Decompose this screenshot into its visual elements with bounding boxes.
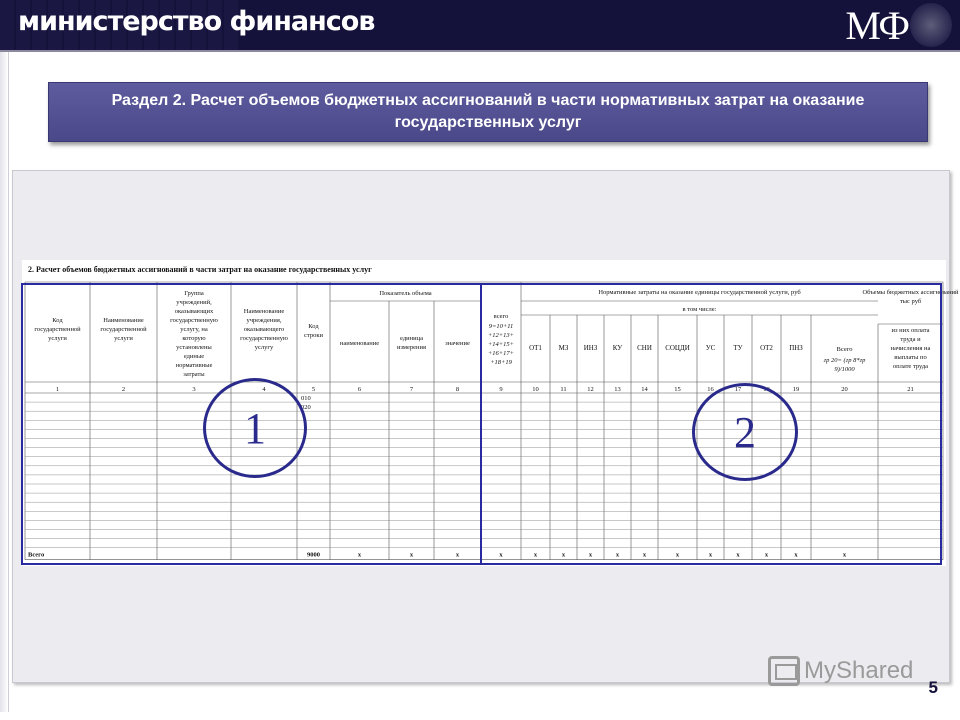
total-mark: x xyxy=(736,551,740,559)
header-budget-group: Объемы бюджетных ассигнований xyxy=(862,289,959,296)
header-col-group: услугу, на xyxy=(180,326,208,333)
header-col-group: государственную xyxy=(170,317,218,324)
header-vol-name: наименование xyxy=(339,340,380,347)
header-of-them: выплаты по xyxy=(894,354,927,361)
column-number: 11 xyxy=(560,386,567,393)
column-number: 16 xyxy=(707,386,714,393)
column-number: 9 xyxy=(499,386,503,393)
total-mark: x xyxy=(561,551,566,559)
header-of-them: оплате труда xyxy=(892,363,929,370)
page-number: 5 xyxy=(928,678,938,697)
column-number: 15 xyxy=(674,386,681,393)
header-col-group: установлены xyxy=(176,344,212,351)
header-vol-value: значение xyxy=(445,340,470,347)
header-of-them: начисления на xyxy=(890,345,931,352)
header-col-rowcode: Код xyxy=(308,323,319,330)
header-total9-formula: +12+13+ xyxy=(487,332,515,339)
column-number: 4 xyxy=(262,386,266,393)
header-vol-unit: единица xyxy=(400,335,423,342)
header-total20-formula: 9)/1000 xyxy=(834,366,855,373)
column-number: 12 xyxy=(587,386,594,393)
column-number: 5 xyxy=(311,386,316,393)
total-label: Всего xyxy=(28,551,45,559)
column-number: 8 xyxy=(455,386,460,393)
section-title: Раздел 2. Расчет объемов бюджетных ассигнований в части нормативных затрат на оказание государственных услуг xyxy=(111,92,865,131)
column-number: 17 xyxy=(734,386,742,393)
total-mark: x xyxy=(764,551,769,559)
total-mark: x xyxy=(409,551,414,559)
header-col-institution: услугу xyxy=(254,344,274,351)
column-number: 13 xyxy=(614,386,621,393)
header-col-group: оказывающих xyxy=(174,308,214,315)
row-code: 010 xyxy=(301,395,311,402)
header-budget-group: тыс руб xyxy=(899,298,922,305)
total-mark: x xyxy=(499,551,503,559)
header-total9-formula: +14+15+ xyxy=(487,341,515,348)
column-number: 14 xyxy=(641,386,648,393)
header-col-group: учреждений, xyxy=(176,299,212,306)
ministry-logo: МФ xyxy=(845,3,908,48)
header-col-institution: государственную xyxy=(240,335,288,342)
header-col-code: государственной xyxy=(34,326,81,333)
header-norm-group: Нормативные затраты на оказание единицы государственной услуги, руб xyxy=(598,289,801,296)
header-total9-formula: +18+19 xyxy=(490,359,512,366)
watermark xyxy=(768,656,913,686)
column-number: 3 xyxy=(192,386,196,393)
header-sub-10: ОТ1 xyxy=(529,344,542,352)
header-col-group: Группа xyxy=(184,290,204,297)
total-mark: x xyxy=(615,551,620,559)
header-col-code: услуги xyxy=(48,335,67,342)
total-mark: x xyxy=(794,551,798,559)
column-number: 10 xyxy=(532,386,539,393)
header-sub-17: ТУ xyxy=(733,344,743,352)
total-mark: x xyxy=(708,551,713,559)
header-incl: в том числе: xyxy=(682,306,717,313)
total-mark: x xyxy=(357,551,362,559)
header-col-name: услуги xyxy=(114,335,133,342)
ministry-title: министерство финансов xyxy=(18,6,375,37)
column-number: 2 xyxy=(121,386,126,393)
total-mark: x xyxy=(588,551,593,559)
total-mark: x xyxy=(675,551,680,559)
header-col-group: нормативные xyxy=(175,362,213,369)
header-col-institution: оказывающего xyxy=(243,326,285,333)
column-number: 19 xyxy=(792,386,800,393)
header-col-name: Наименование xyxy=(103,317,144,324)
annotation-circle-2: 2 xyxy=(692,383,798,481)
row-code: 020 xyxy=(301,404,311,412)
header-vol-unit: измерения xyxy=(396,344,427,351)
column-number: 7 xyxy=(409,386,414,393)
column-number: 20 xyxy=(841,386,848,393)
header-total9-formula: 9=10+11 xyxy=(488,323,514,330)
header-col-group: затраты xyxy=(183,371,205,378)
total-mark: x xyxy=(455,551,460,559)
header-col-institution: учреждения, xyxy=(246,317,282,324)
total-mark: x xyxy=(842,551,847,559)
column-number: 1 xyxy=(55,386,60,393)
total-mark: x xyxy=(533,551,538,559)
header-sub-16: УС xyxy=(705,344,716,352)
sheet-title: 2. Расчет объемов бюджетных ассигнований в части затрат на оказание государственных услуг xyxy=(28,265,372,274)
column-number: 18 xyxy=(763,386,770,393)
total-code: 9000 xyxy=(307,551,320,559)
column-number: 6 xyxy=(357,386,362,393)
header-col-rowcode: строки xyxy=(304,332,323,339)
header-total9: всего xyxy=(493,313,509,320)
header-sub-14: СНИ xyxy=(637,344,652,352)
column-number: 21 xyxy=(907,386,914,393)
header-volume-group: Показатель объема xyxy=(379,290,432,297)
header-col-institution: Наименование xyxy=(243,308,285,315)
header-total20: Всего xyxy=(836,346,853,353)
header-of-them: из них оплата xyxy=(891,327,930,334)
header-sub-19: ПНЗ xyxy=(789,344,803,352)
header-col-code: Код xyxy=(52,317,63,324)
header-sub-18: ОТ2 xyxy=(760,344,773,352)
annotation-circle-1: 1 xyxy=(203,378,307,478)
header-total20-formula: гр 20= (гр 8*гр xyxy=(823,357,866,364)
header-of-them: труда и xyxy=(900,336,921,343)
header-sub-15: СОЦДИ xyxy=(665,344,690,352)
header-col-name: государственной xyxy=(100,326,147,333)
header-col-group: которую xyxy=(182,335,206,342)
header-total9-formula: +16+17+ xyxy=(487,350,515,357)
header-sub-13: КУ xyxy=(612,344,623,352)
header-col-group: единые xyxy=(183,353,205,360)
header-sub-12: ИНЗ xyxy=(583,344,598,352)
mysharedlogo-icon xyxy=(768,656,800,686)
total-mark: x xyxy=(642,551,647,559)
header-sub-11: МЗ xyxy=(558,344,569,352)
watermark-text: MyShared xyxy=(804,657,914,684)
